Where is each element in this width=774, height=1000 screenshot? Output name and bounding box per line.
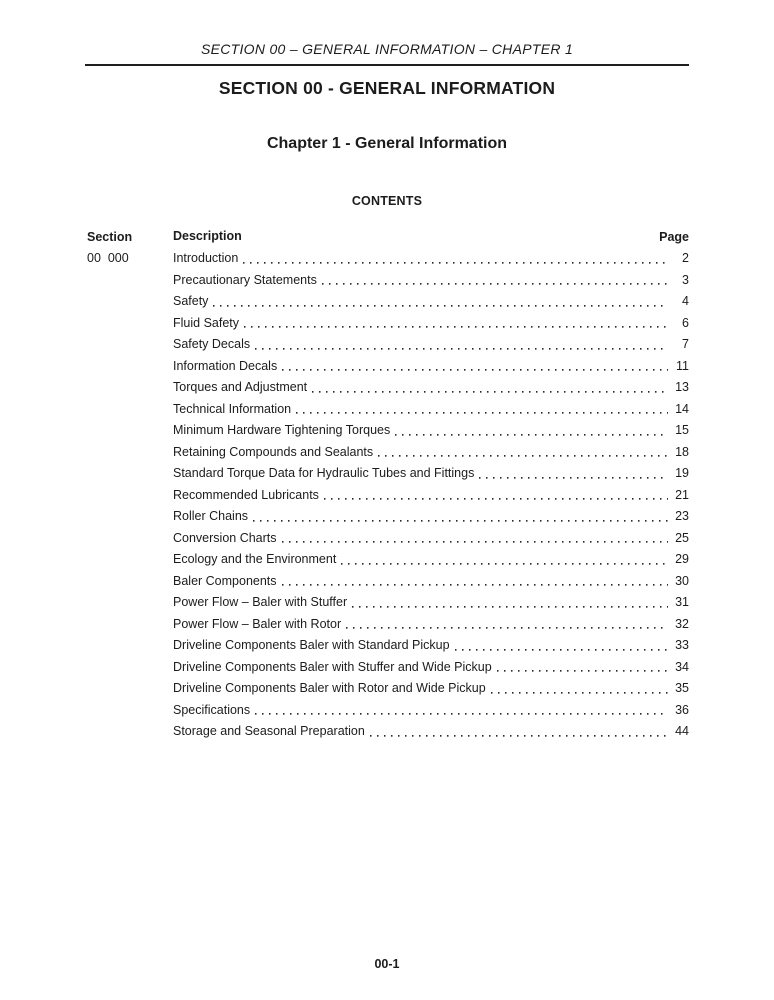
toc-section-code (85, 399, 173, 421)
toc-section-code (85, 657, 173, 679)
toc-row (85, 485, 689, 507)
toc-entry-page: 7 (682, 337, 689, 351)
toc-entry-page: 6 (682, 315, 689, 330)
toc-entry-description: Safety Decals (173, 337, 251, 351)
footer-page-number: 00-1 (374, 957, 400, 971)
toc-entry-page: 4 (682, 294, 689, 308)
toc-section-code (85, 356, 173, 378)
header-rule (85, 64, 689, 66)
toc-section-code (85, 270, 173, 292)
toc-row (85, 291, 689, 313)
contents-heading: CONTENTS (351, 194, 423, 208)
toc-row (85, 678, 689, 700)
dot-leader (296, 399, 670, 421)
toc-header-page: Page (659, 230, 689, 244)
toc-section-code (85, 592, 173, 614)
toc-header-section: Section (87, 230, 133, 244)
toc-row (85, 356, 689, 378)
toc-entry-page: 21 (675, 487, 689, 502)
toc-entry-page: 34 (675, 659, 689, 674)
toc-section-code (85, 420, 173, 442)
toc-section-code (85, 700, 173, 722)
toc-row (85, 571, 689, 593)
toc-section-code (85, 635, 173, 657)
toc-entry-page: 35 (675, 681, 689, 695)
dot-leader (455, 635, 670, 657)
dot-leader (213, 291, 670, 313)
toc-section-code (85, 463, 173, 485)
toc-row (85, 549, 689, 571)
toc-entry-description: Safety (173, 294, 209, 308)
dot-leader (243, 248, 670, 270)
toc-row (85, 657, 689, 679)
toc-entry-page: 31 (675, 595, 689, 609)
toc-header-row (85, 226, 689, 248)
section-title: SECTION 00 - GENERAL INFORMATION (218, 78, 556, 98)
dot-leader (497, 657, 670, 679)
toc-entry-description: Technical Information (173, 401, 292, 416)
toc-section-code (85, 549, 173, 571)
toc-row (85, 313, 689, 335)
toc-entry-page: 18 (675, 444, 689, 459)
toc-entry-page: 3 (682, 272, 689, 287)
toc-row (85, 420, 689, 442)
dot-leader (346, 614, 670, 636)
toc-section-code (85, 506, 173, 528)
toc-section-code (85, 442, 173, 464)
toc-entry-description: Information Decals (173, 358, 278, 373)
toc-header-description: Description (173, 229, 242, 244)
toc-row (85, 614, 689, 636)
toc-entry-description: Recommended Lubricants (173, 487, 319, 502)
toc-entry-description: Specifications (173, 702, 251, 717)
dot-leader (479, 463, 670, 485)
toc-section-code (85, 377, 173, 399)
toc-entry-description: Standard Torque Data for Hydraulic Tubes and Fittings (173, 466, 475, 480)
toc-row (85, 399, 689, 421)
toc-row (85, 592, 689, 614)
toc-section-code (85, 291, 173, 313)
dot-leader (322, 270, 670, 292)
dot-leader (352, 592, 670, 614)
dot-leader (312, 377, 670, 399)
toc-row (85, 635, 689, 657)
toc-section-code (85, 721, 173, 743)
dot-leader (255, 334, 670, 356)
toc-section-code (85, 678, 173, 700)
toc-row (85, 700, 689, 722)
toc-entry-page: 11 (676, 358, 689, 373)
dot-leader (253, 506, 670, 528)
toc-row (85, 334, 689, 356)
table-of-contents (85, 226, 689, 743)
toc-entry-page: 25 (675, 530, 689, 545)
toc-row (85, 528, 689, 550)
dot-leader (491, 678, 670, 700)
chapter-title: Chapter 1 - General Information (266, 135, 508, 152)
dot-leader (282, 528, 670, 550)
dot-leader (395, 420, 670, 442)
dot-leader (370, 721, 670, 743)
toc-section-code (85, 614, 173, 636)
toc-row (85, 463, 689, 485)
dot-leader (341, 549, 670, 571)
toc-section-code (85, 571, 173, 593)
toc-entry-description: Roller Chains (173, 509, 249, 523)
toc-entry-description: Fluid Safety (173, 315, 240, 330)
toc-entry-description: Precautionary Statements (173, 272, 317, 287)
toc-entry-page: 44 (675, 724, 689, 738)
toc-entry-description: Introduction (173, 251, 239, 265)
toc-entry-page: 29 (675, 552, 689, 566)
toc-entry-page: 32 (675, 616, 689, 631)
toc-entry-description: Storage and Seasonal Preparation (173, 724, 365, 738)
toc-entry-page: 23 (675, 509, 689, 523)
toc-entry-description: Retaining Compounds and Sealants (173, 444, 374, 459)
running-header: SECTION 00 – GENERAL INFORMATION – CHAPTER 1 (200, 41, 574, 57)
toc-entry-description: Power Flow – Baler with Stuffer (173, 595, 348, 609)
dot-leader (378, 442, 670, 464)
toc-entry-page: 14 (675, 401, 689, 416)
toc-section-code: 00 000 (87, 251, 129, 265)
toc-entry-description: Driveline Components Baler with Standard Pickup (173, 638, 450, 652)
dot-leader (255, 700, 670, 722)
toc-entry-page: 2 (682, 251, 689, 265)
toc-entry-page: 15 (675, 423, 689, 437)
toc-entry-description: Driveline Components Baler with Stuffer and Wide Pickup (173, 659, 492, 674)
toc-row (85, 506, 689, 528)
dot-leader (282, 356, 670, 378)
toc-entry-page: 30 (675, 573, 689, 588)
dot-leader (282, 571, 670, 593)
toc-entry-description: Ecology and the Environment (173, 552, 337, 566)
toc-section-code (85, 313, 173, 335)
toc-entry-description: Minimum Hardware Tightening Torques (173, 423, 391, 437)
toc-entry-page: 33 (675, 638, 689, 652)
dot-leader (244, 313, 670, 335)
toc-entry-description: Conversion Charts (173, 530, 277, 545)
toc-row (85, 270, 689, 292)
toc-entry-page: 19 (675, 466, 689, 480)
toc-entry-description: Power Flow – Baler with Rotor (173, 616, 342, 631)
toc-entry-description: Driveline Components Baler with Rotor and Wide Pickup (173, 681, 486, 695)
toc-row (85, 442, 689, 464)
dot-leader (324, 485, 670, 507)
toc-section-code (85, 485, 173, 507)
toc-row (85, 377, 689, 399)
toc-rows (85, 248, 689, 743)
toc-row (85, 248, 689, 270)
toc-section-code (85, 334, 173, 356)
toc-entry-page: 36 (675, 702, 689, 717)
toc-row (85, 721, 689, 743)
toc-entry-description: Baler Components (173, 573, 277, 588)
toc-section-code (85, 528, 173, 550)
toc-entry-page: 13 (675, 380, 689, 394)
toc-entry-description: Torques and Adjustment (173, 380, 308, 394)
